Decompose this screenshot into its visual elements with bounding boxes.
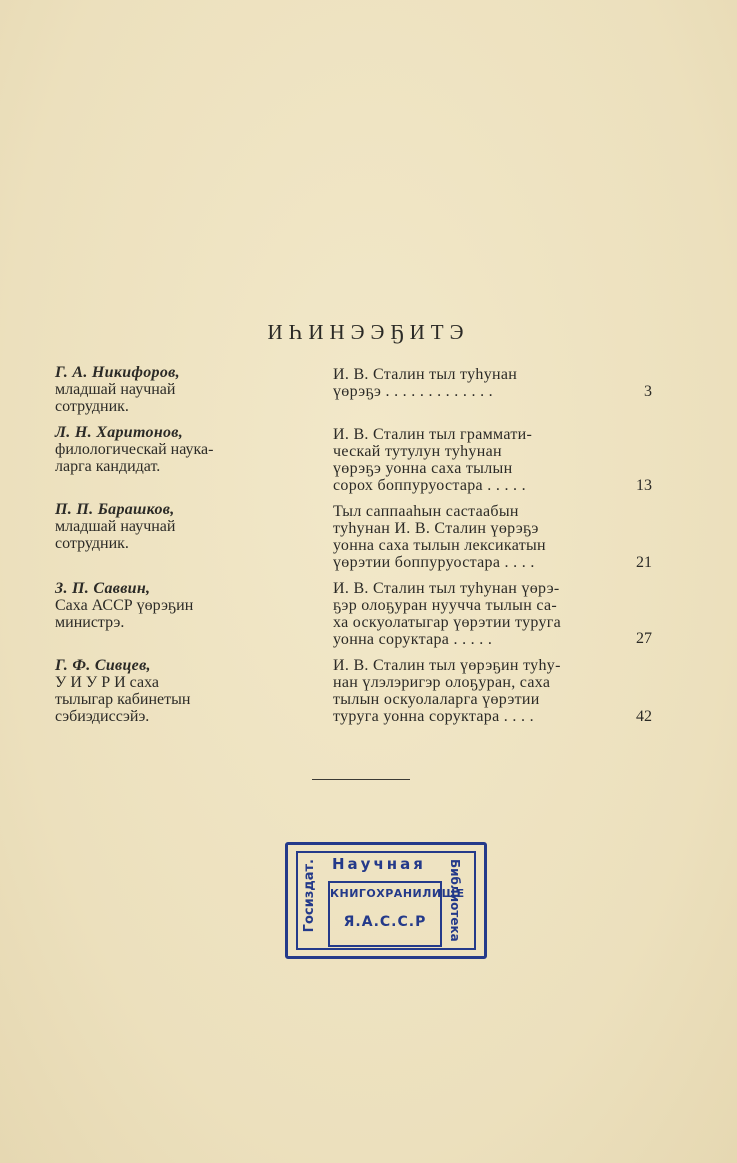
author-name: Г. Ф. Сивцев,	[55, 657, 151, 674]
page-title: ИҺИНЭЭҔИТЭ	[267, 320, 470, 344]
author-block	[55, 580, 285, 631]
author-name: П. П. Барашков,	[55, 501, 175, 518]
author-name: З. П. Саввин,	[55, 580, 151, 597]
page-number: 27	[636, 630, 652, 647]
author-role: У И У Р И саха тылыгар кабинетын сэбиэдиссэйэ.	[55, 674, 191, 725]
author-name: Л. Н. Харитонов,	[55, 424, 184, 441]
author-name: Г. А. Никифоров,	[55, 364, 180, 381]
stamp-box-line1: КНИГОХРАНИЛИЩЕ	[330, 887, 465, 900]
page-number: 3	[644, 383, 652, 400]
author-block	[55, 424, 285, 475]
page-number: 42	[636, 708, 652, 725]
author-block	[55, 657, 285, 725]
author-block	[55, 501, 285, 552]
article-title: Тыл саппааһын састаабын туһунан И. В. Сталин үөрэҕэ уонна саха тылын лексикатын үөрэтии боппуруостара . . . .	[333, 503, 546, 571]
author-role: филологическай наука- ларга кандидат.	[55, 441, 214, 475]
author-block	[55, 364, 285, 415]
author-role: младшай научнай сотрудник.	[55, 381, 176, 415]
article-title: И. В. Сталин тыл туһунан үөрэ- ҕэр олоҕуран нуучча тылын са- ха оскуолатыгар үөрэтии туруга уонна соруктара . . . . .	[333, 580, 562, 648]
article-title: И. В. Сталин тыл граммати- ческай тутулун туһунан үөрэҕэ уонна саха тылын сорох боппуруостара . . . . .	[333, 426, 533, 494]
stamp-left-text: Госиздат.	[302, 859, 317, 933]
stamp-box-line2: Я.А.С.С.Р	[343, 914, 427, 930]
author-role: младшай научнай сотрудник.	[55, 518, 176, 552]
article-title: И. В. Сталин тыл туһунан үөрэҕэ . . . . . . . . . . . . .	[333, 366, 518, 400]
page-number: 13	[636, 477, 652, 494]
divider-rule	[312, 779, 410, 780]
article-title: И. В. Сталин тыл үөрэҕин туһу- нан үлэлэригэр олоҕуран, саха тылын оскуолаларга үөрэтии туруга уонна соруктара . . . .	[333, 657, 561, 725]
page-number: 21	[636, 554, 652, 571]
stamp-right-text: Библиотека	[448, 859, 462, 942]
stamp-top-text: Научная	[332, 855, 426, 873]
library-stamp	[285, 842, 487, 959]
author-role: Саха АССР үөрэҕин министрэ.	[55, 597, 194, 631]
